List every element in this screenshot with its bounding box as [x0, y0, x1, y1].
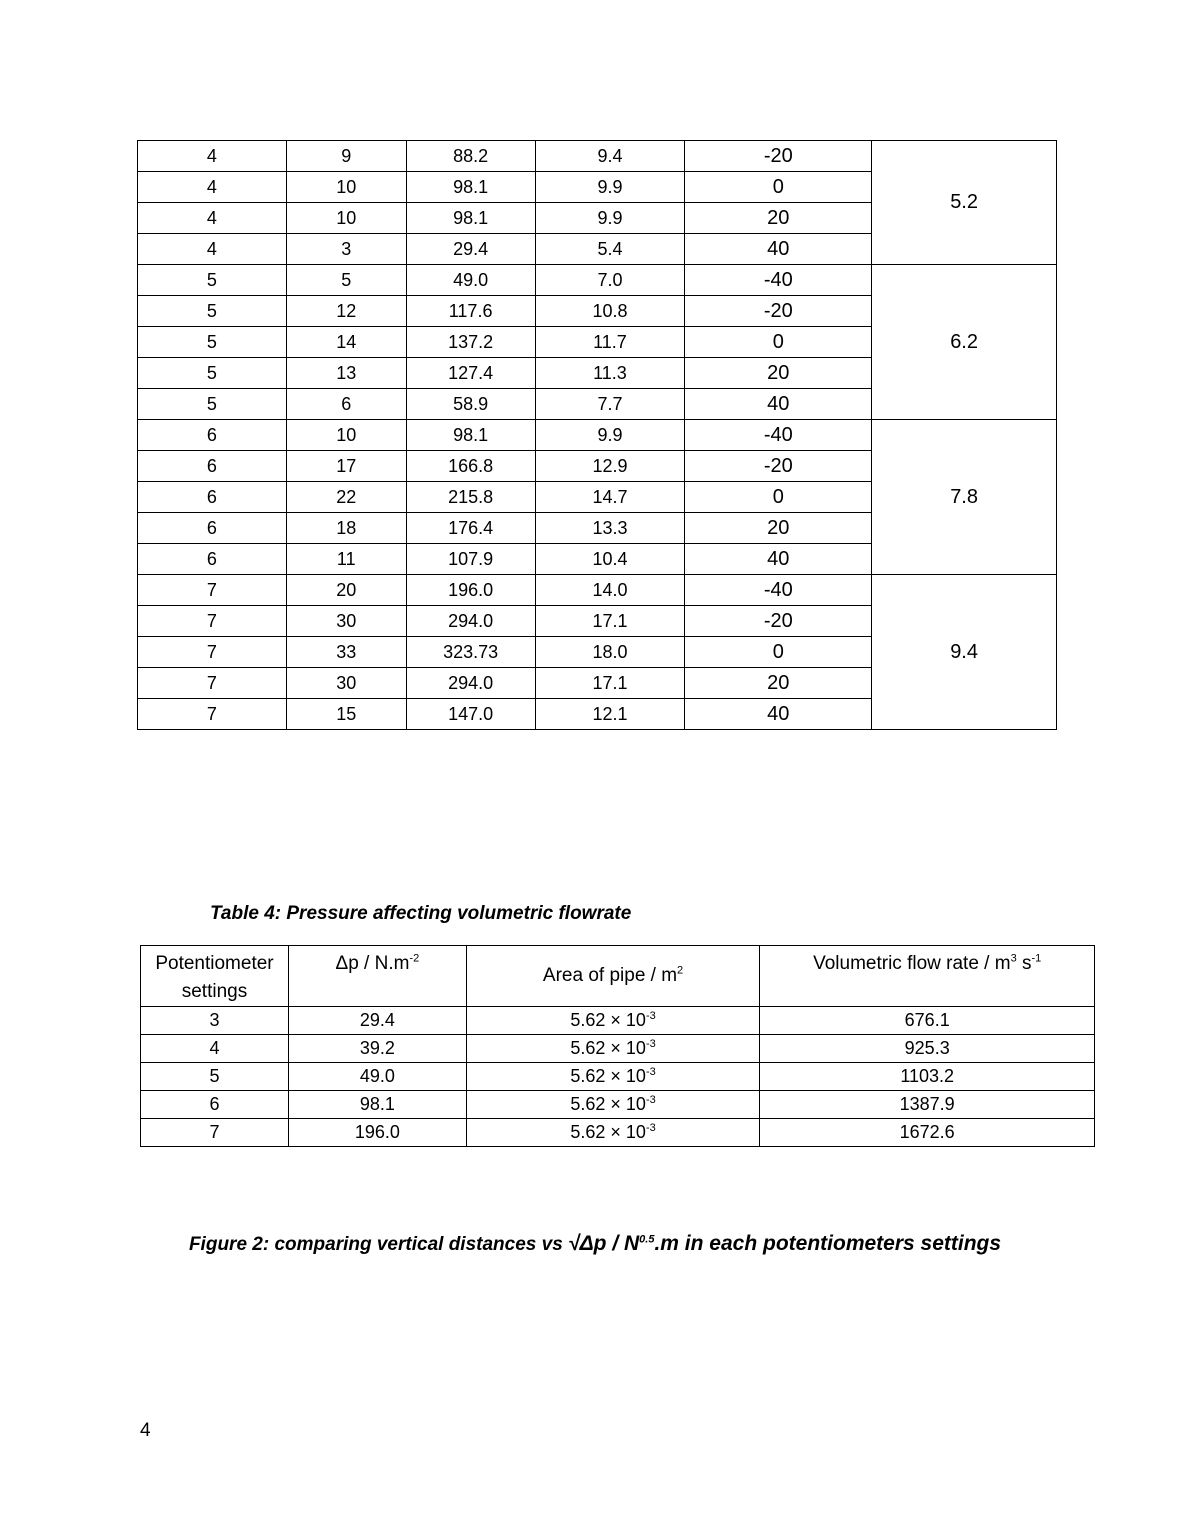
area-exponent: -3 [645, 1094, 656, 1106]
area-exponent: -3 [645, 1122, 656, 1134]
area-value: 5.62 × 10 [570, 1038, 646, 1058]
flow-rate-cell: 1672.6 [760, 1119, 1095, 1147]
table-cell: 5.4 [535, 234, 685, 265]
table-cell: 9.4 [535, 141, 685, 172]
table-row [141, 1035, 1095, 1063]
table-cell: 17.1 [535, 606, 685, 637]
table-cell: 9.9 [535, 203, 685, 234]
table-cell: 117.6 [406, 296, 535, 327]
table-cell: 14 [286, 327, 406, 358]
table-cell: 0 [685, 172, 872, 203]
figure-2-symbol: √Δp / N [568, 1232, 640, 1255]
table-cell: 29.4 [406, 234, 535, 265]
area-exponent: -3 [645, 1038, 656, 1050]
table-cell: -40 [685, 420, 872, 451]
data-table-continued [137, 140, 1057, 730]
area-exponent: -3 [645, 1066, 656, 1078]
pressure-cell: 29.4 [288, 1007, 466, 1035]
table-cell: 6 [138, 544, 287, 575]
table-cell: 0 [685, 482, 872, 513]
table-cell: 10 [286, 172, 406, 203]
table-cell: 215.8 [406, 482, 535, 513]
table-cell: 4 [138, 203, 287, 234]
table-cell: 20 [685, 358, 872, 389]
table-cell: 5 [138, 265, 287, 296]
table-cell: -20 [685, 606, 872, 637]
table-cell: 0 [685, 637, 872, 668]
header-potentiometer-settings: Potentiometer settings [141, 946, 289, 1007]
group-value-cell: 7.8 [872, 420, 1057, 575]
header-area-unit-exponent: 2 [677, 964, 684, 977]
table-cell: 6 [138, 420, 287, 451]
table-cell: 10.8 [535, 296, 685, 327]
flow-rate-cell: 676.1 [760, 1007, 1095, 1035]
table-cell: 7 [138, 699, 287, 730]
header-flow-exponent-2: -1 [1031, 952, 1042, 965]
table-cell: 6 [286, 389, 406, 420]
table-row [141, 1091, 1095, 1119]
table-cell: 5 [138, 358, 287, 389]
header-pressure-label: Δp / N.m [335, 953, 410, 974]
area-value: 5.62 × 10 [570, 1010, 646, 1030]
table-row [138, 420, 1057, 451]
table-cell: 137.2 [406, 327, 535, 358]
figure-2-exponent: 0.5 [639, 1233, 655, 1246]
table-cell: 30 [286, 606, 406, 637]
pressure-cell: 196.0 [288, 1119, 466, 1147]
table-cell: 7 [138, 668, 287, 699]
table-cell: 4 [138, 172, 287, 203]
table-cell: 6 [138, 482, 287, 513]
table-cell: 6 [138, 513, 287, 544]
group-value-cell: 5.2 [872, 141, 1057, 265]
table-cell: 7 [138, 575, 287, 606]
table-cell: 294.0 [406, 606, 535, 637]
setting-cell: 6 [141, 1091, 289, 1119]
area-value: 5.62 × 10 [570, 1122, 646, 1142]
table-cell: 20 [685, 513, 872, 544]
table-cell: 15 [286, 699, 406, 730]
figure-2-prefix: Figure 2: comparing vertical distances vs [188, 1234, 569, 1255]
table-cell: 11.3 [535, 358, 685, 389]
table-row [138, 141, 1057, 172]
setting-cell: 7 [141, 1119, 289, 1147]
table-cell: 5 [138, 389, 287, 420]
table-cell: 12.1 [535, 699, 685, 730]
page-number: 4 [140, 1420, 151, 1441]
area-cell [466, 1007, 760, 1035]
header-flow-exponent-1: 3 [1010, 952, 1017, 965]
pressure-cell: 39.2 [288, 1035, 466, 1063]
table-row [141, 1063, 1095, 1091]
table-cell: 3 [286, 234, 406, 265]
table-cell: 98.1 [406, 203, 535, 234]
table-cell: 18.0 [535, 637, 685, 668]
table-cell: 18 [286, 513, 406, 544]
header-flow-unit-s: s [1016, 953, 1032, 974]
table-cell: 14.7 [535, 482, 685, 513]
table-cell: 40 [685, 699, 872, 730]
header-pressure-unit-exponent: -2 [409, 952, 420, 965]
table-cell: 10 [286, 420, 406, 451]
table-cell: 30 [286, 668, 406, 699]
table-cell: 5 [286, 265, 406, 296]
area-exponent: -3 [645, 1010, 656, 1022]
area-cell [466, 1035, 760, 1063]
table-cell: -40 [685, 575, 872, 606]
table-cell: 4 [138, 234, 287, 265]
table-cell: 9.9 [535, 420, 685, 451]
table-cell: 11.7 [535, 327, 685, 358]
header-flow-label: Volumetric flow rate / m [813, 953, 1011, 974]
table-cell: 5 [138, 296, 287, 327]
table-row [138, 265, 1057, 296]
table-cell: -20 [685, 451, 872, 482]
table-cell: 12.9 [535, 451, 685, 482]
table-cell: 323.73 [406, 637, 535, 668]
table-cell: 40 [685, 544, 872, 575]
table-cell: 20 [685, 203, 872, 234]
table-cell: 98.1 [406, 172, 535, 203]
table-cell: 147.0 [406, 699, 535, 730]
table-cell: -20 [685, 296, 872, 327]
table-4-header-row [141, 946, 1095, 1007]
header-pressure-difference [288, 946, 466, 1007]
header-area-label: Area of pipe / m [542, 965, 678, 986]
table-cell: 166.8 [406, 451, 535, 482]
pressure-cell: 49.0 [288, 1063, 466, 1091]
table-cell: 33 [286, 637, 406, 668]
header-volumetric-flow-rate [760, 946, 1095, 1007]
table-cell: 14.0 [535, 575, 685, 606]
area-cell [466, 1091, 760, 1119]
flow-rate-cell: 925.3 [760, 1035, 1095, 1063]
table-cell: 20 [286, 575, 406, 606]
table-cell: 40 [685, 389, 872, 420]
table-cell: 10.4 [535, 544, 685, 575]
table-cell: 12 [286, 296, 406, 327]
group-value-cell: 6.2 [872, 265, 1057, 420]
table-cell: 4 [138, 141, 287, 172]
table-cell: 49.0 [406, 265, 535, 296]
area-cell [466, 1119, 760, 1147]
area-cell [466, 1063, 760, 1091]
table-row [141, 1119, 1095, 1147]
figure-2-suffix: .m in each potentiometers settings [654, 1232, 1002, 1255]
table-cell: -40 [685, 265, 872, 296]
table-cell: 5 [138, 327, 287, 358]
table-cell: 10 [286, 203, 406, 234]
table-cell: 7.0 [535, 265, 685, 296]
table-cell: 58.9 [406, 389, 535, 420]
table-4 [140, 945, 1095, 1147]
table-cell: 22 [286, 482, 406, 513]
table-cell: 196.0 [406, 575, 535, 606]
table-cell: 0 [685, 327, 872, 358]
table-cell: 294.0 [406, 668, 535, 699]
group-value-cell: 9.4 [872, 575, 1057, 730]
table-cell: 107.9 [406, 544, 535, 575]
table-cell: 7 [138, 637, 287, 668]
table-cell: 127.4 [406, 358, 535, 389]
setting-cell: 3 [141, 1007, 289, 1035]
table-cell: 20 [685, 668, 872, 699]
pressure-cell: 98.1 [288, 1091, 466, 1119]
table-cell: 17.1 [535, 668, 685, 699]
setting-cell: 5 [141, 1063, 289, 1091]
table-row [138, 575, 1057, 606]
table-cell: 40 [685, 234, 872, 265]
table-cell: 6 [138, 451, 287, 482]
table-cell: 7 [138, 606, 287, 637]
table-4-caption: Table 4: Pressure affecting volumetric flowrate [210, 903, 632, 924]
table-cell: 13 [286, 358, 406, 389]
flow-rate-cell: 1387.9 [760, 1091, 1095, 1119]
table-cell: 9 [286, 141, 406, 172]
table-cell: 176.4 [406, 513, 535, 544]
table-cell: 88.2 [406, 141, 535, 172]
area-value: 5.62 × 10 [570, 1066, 646, 1086]
table-cell: 17 [286, 451, 406, 482]
table-cell: 7.7 [535, 389, 685, 420]
table-cell: 11 [286, 544, 406, 575]
setting-cell: 4 [141, 1035, 289, 1063]
table-cell: 13.3 [535, 513, 685, 544]
header-area-of-pipe [466, 946, 760, 1007]
table-cell: -20 [685, 141, 872, 172]
table-cell: 9.9 [535, 172, 685, 203]
area-value: 5.62 × 10 [570, 1094, 646, 1114]
table-cell: 98.1 [406, 420, 535, 451]
table-row [141, 1007, 1095, 1035]
figure-2-caption [0, 1232, 1190, 1256]
flow-rate-cell: 1103.2 [760, 1063, 1095, 1091]
